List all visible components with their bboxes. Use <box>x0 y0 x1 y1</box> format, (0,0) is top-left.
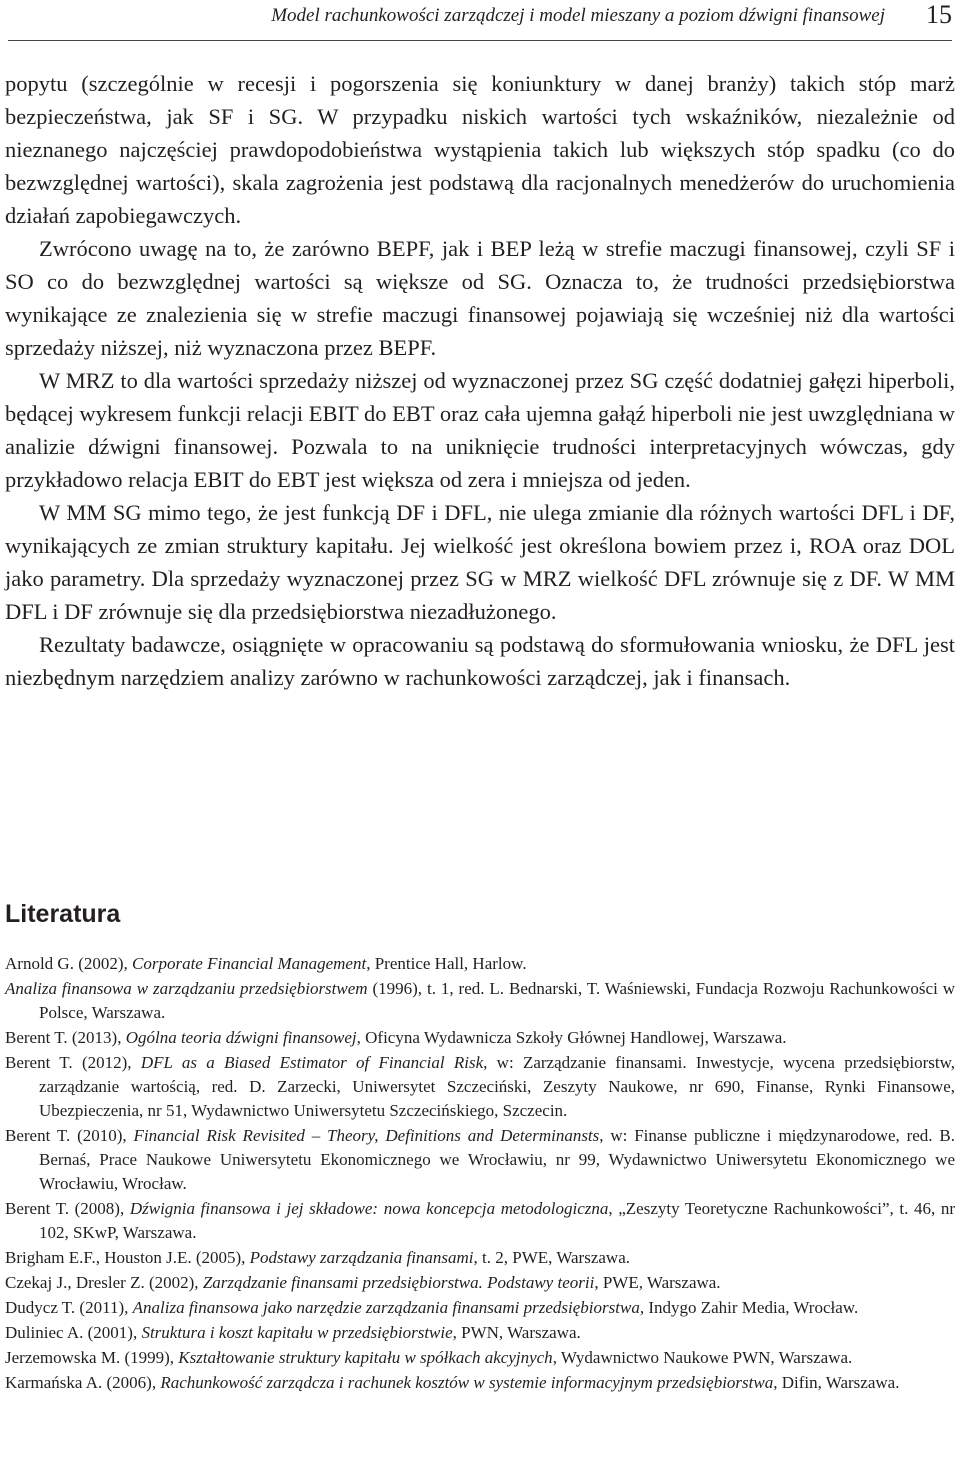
reference-list <box>5 952 955 1396</box>
reference-item: Arnold G. (2002), Corporate Financial Management, Prentice Hall, Harlow. <box>5 954 527 973</box>
reference-item: Berent T. (2010), Financial Risk Revisited – Theory, Definitions and Determinansts, w: Finanse publiczne i międzynarodowe, red. B. Bernaś, Prace Naukowe Uniwersytetu Ekonomicznego we Wrocławiu, nr 99, Wydawnictwo Uniwersytetu Ekonomicznego we Wrocławiu, Wrocław. <box>5 1126 955 1193</box>
body-paragraph: W MRZ to dla wartości sprzedaży niższej od wyznaczonej przez SG część dodatniej gałęzi hiperboli, będącej wykresem funkcji relacji EBIT do EBT oraz cała ujemna gałąź hiperboli nie jest uwzględniana w analizie dźwigni finansowej. Pozwala to na uniknięcie trudności interpretacyjnych wówczas, gdy przykładowo relacja EBIT do EBT jest większa od zera i mniejsza od jeden. <box>5 368 955 492</box>
reference-item: Berent T. (2012), DFL as a Biased Estimator of Financial Risk, w: Zarządzanie finansami. Inwestycje, wycena przedsiębiorstw, zarządzanie wartością, red. D. Zarzecki, Uniwersytet Szczeciński, Zeszyty Naukowe, nr 690, Finanse, Rynki Finansowe, Ubezpieczenia, nr 51, Wydawnictwo Uniwersytetu Szczecińskiego, Szczecin. <box>5 1053 955 1120</box>
page-header <box>0 0 960 42</box>
body-paragraph: Rezultaty badawcze, osiągnięte w opracowaniu są podstawą do sformułowania wniosku, że DFL jest niezbędnym narzędziem analizy zarówno w rachunkowości zarządczej, jak i finansach. <box>5 632 955 690</box>
body-paragraph: W MM SG mimo tego, że jest funkcją DF i DFL, nie ulega zmianie dla różnych wartości DFL i DF, wynikających ze zmian struktury kapitału. Jej wielkość jest określona bowiem przez i, ROA oraz DOL jako parametry. Dla sprzedaży wyznaczonej przez SG w MRZ wielkość DFL zrównuje się z DF. W MM DFL i DF zrównuje się dla przedsiębiorstwa niezadłużonego. <box>5 500 955 624</box>
reference-item: Jerzemowska M. (1999), Kształtowanie struktury kapitału w spółkach akcyjnych, Wydawnictwo Naukowe PWN, Warszawa. <box>5 1348 853 1367</box>
body-paragraph: Zwrócono uwagę na to, że zarówno BEPF, jak i BEP leżą w strefie maczugi finansowej, czyli SF i SO co do bezwzględnej wartości są większe od SG. Oznacza to, że trudności przedsiębiorstwa wynikające ze znalezienia się w strefie maczugi finansowej pojawiają się wcześniej niż dla wartości sprzedaży niższej, niż wyznaczona przez BEPF. <box>5 236 955 360</box>
reference-item: Duliniec A. (2001), Struktura i koszt kapitału w przedsiębiorstwie, PWN, Warszawa. <box>5 1323 581 1342</box>
reference-item: Analiza finansowa w zarządzaniu przedsiębiorstwem (1996), t. 1, red. L. Bednarski, T. Waśniewski, Fundacja Rozwoju Rachunkowości w Polsce, Warszawa. <box>5 979 955 1022</box>
reference-item: Berent T. (2008), Dźwignia finansowa i jej składowe: nowa koncepcja metodologiczna, „Zeszyty Teoretyczne Rachunkowości”, t. 46, nr 102, SKwP, Warszawa. <box>5 1199 956 1242</box>
reference-item: Dudycz T. (2011), Analiza finansowa jako narzędzie zarządzania finansami przedsiębiorstwa, Indygo Zahir Media, Wrocław. <box>5 1298 859 1317</box>
page-number: 15 <box>926 0 952 29</box>
reference-item: Karmańska A. (2006), Rachunkowość zarządcza i rachunek kosztów w systemie informacyjnym przedsiębiorstwa, Difin, Warszawa. <box>5 1373 900 1392</box>
body-text <box>5 67 955 694</box>
reference-item: Brigham E.F., Houston J.E. (2005), Podstawy zarządzania finansami, t. 2, PWE, Warszawa. <box>5 1248 631 1267</box>
header-rule <box>8 40 952 41</box>
running-title: Model rachunkowości zarządczej i model mieszany a poziom dźwigni finansowej <box>271 5 885 26</box>
references-heading: Literatura <box>5 900 121 928</box>
reference-item: Berent T. (2013), Ogólna teoria dźwigni finansowej, Oficyna Wydawnicza Szkoły Głównej Handlowej, Warszawa. <box>5 1028 787 1047</box>
body-paragraph: popytu (szczególnie w recesji i pogorszenia się koniunktury w danej branży) takich stóp marż bezpieczeństwa, jak SF i SG. W przypadku niskich wartości tych wskaźników, niezależnie od nieznanego najczęściej prawdopodobieństwa wystąpienia takich lub większych stóp spadku (co do bezwzględnej wartości), skala zagrożenia jest podstawą dla racjonalnych menedżerów do uruchomienia działań zapobiegawczych. <box>5 71 955 228</box>
reference-item: Czekaj J., Dresler Z. (2002), Zarządzanie finansami przedsiębiorstwa. Podstawy teorii, PWE, Warszawa. <box>5 1273 721 1292</box>
